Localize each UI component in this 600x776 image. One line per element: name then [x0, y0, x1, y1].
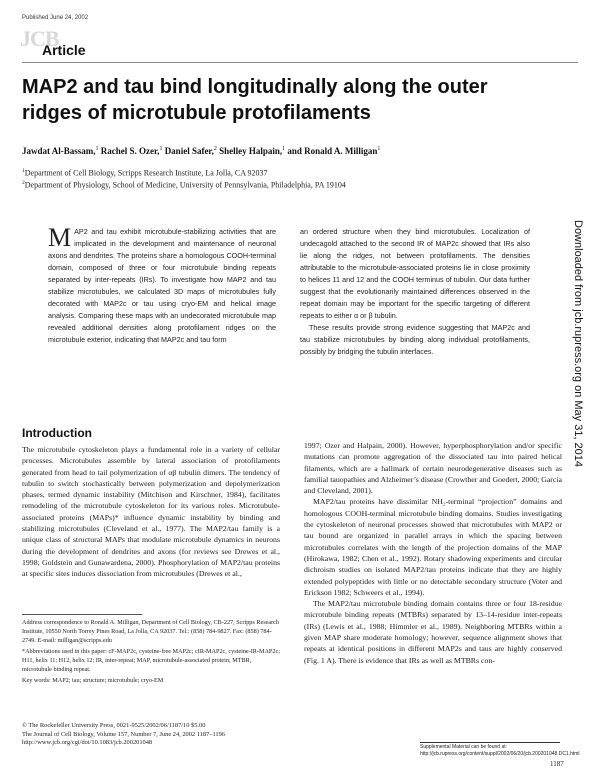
intro-paragraph: MAP2/tau proteins have dissimilar NH₂-terminal “projection” domains and homologous COOH-terminal microtubule binding domains. Studies investigating the cytoskeleton of neuronal processes showed that microtubules with MAP2 or tau bound are organized in parallel arrays in which the spacing between microtubules correlates with the length of the projection domains of the MAP (Hirokawa, 1982; Chen et al., 1992). Rotary shadowing experiments and circular dichroism studies on isolated MAP2/tau proteins indicate that they are highly extended polypeptides with little or no detectable secondary structure (Voter and Erickson 1982; Schweers et al., 1994).	[304, 497, 562, 597]
author-list	[22, 146, 552, 156]
author: and Ronald A. Milligan$^1$	[287, 146, 381, 156]
abstract-left-column	[48, 223, 276, 346]
supplemental-material-note	[420, 742, 580, 757]
intro-left-column	[22, 444, 280, 580]
intro-paragraph: The MAP2/tau microtubule binding domain contains three or four 18-residue microtubule binding repeats (MTBRs) separated by 13–14-residue inter-repeats (IRs) (Lewis et al., 1988; Himmler et al., 1989). Neighboring MTBRs within a given MAP share moderate homology; however, sequence alignment shows that repeats at identical positions in different MAP2s and taus are highly conserved (Fig. 1 A). There is evidence that IRs as well as MTBRs con-	[304, 599, 562, 665]
article-title: MAP2 and tau bind longitudinally along the outer ridges of microtubule protofilaments	[22, 76, 488, 124]
affiliation: $^2$Department of Physiology, School of Medicine, University of Pennsylvania, Philadelphia, PA 19104	[22, 180, 346, 190]
introduction-heading: Introduction	[22, 426, 92, 440]
footnote-rule	[22, 614, 142, 615]
correspondence-note: Address correspondence to Ronald A. Milligan, Department of Cell Biology, CB-227, Scripps Research Institute, 10550 North Torrey Pines Road, La Jolla, CA 92037. Tel.: (858) 784-9827. Fax: (858) 784-2749. E-mail: milligan@scripps.edu	[22, 619, 280, 644]
supplemental-link[interactable]: http://jcb.rupress.org/content/suppl/2002/06/20/jcb.200201048.DC1.html	[420, 750, 580, 757]
footnotes	[22, 618, 280, 687]
author: Daniel Safer,$^2$	[164, 146, 217, 156]
copyright-block	[22, 722, 302, 748]
intro-right-column	[304, 440, 562, 666]
page-number: 1187	[550, 760, 564, 768]
published-date: Published June 24, 2002	[22, 15, 89, 21]
doi-link[interactable]: http://www.jcb.org/cgi/doi/10.1083/jcb.200201048	[22, 739, 153, 747]
abbreviations-note: *Abbreviations used in this paper: cF-MAP2c, cysteine-free MAP2c; cIR-MAP2c, cysteine-IR-MAP2c; H11, helix 11; H12, helix 12; IR, inter-repeat; MAP, microtubule-associated protein; MTBR, microtubule binding repeat.	[22, 648, 280, 673]
copyright-line: © The Rockefeller University Press, 0021-9525/2002/06/1187/10 $5.00	[22, 722, 206, 729]
journal-logo: JCB	[20, 26, 59, 51]
author: Rachel S. Ozer,$^1$	[100, 146, 163, 156]
journal-citation: The Journal of Cell Biology, Volume 157, Number 7, June 24, 2002 1187–1196	[22, 730, 226, 738]
abstract-right-column	[300, 226, 530, 358]
header-rule	[22, 62, 578, 63]
intro-paragraph: The microtubule cytoskeleton plays a fundamental role in a variety of cellular processes. Microtubules assemble by lateral association of protofilaments generated from head to tail polymerization of αβ tubulin dimers. The tendency of tubulin to switch stochastically between polymerization and depolymerization phases, termed dynamic instability (Mitchison and Kirschner, 1984), facilitates remodeling of the microtubule cytoskeleton for its various roles. Microtubule-associated proteins (MAPs)* influence dynamic instability by binding and stabilizing microtubules (Cleveland et al., 1977). The MAP2/tau family is a unique class of structural MAPs that modulate microtubule dynamics in neurons during the development of dendrites and axons (for reviews see Drewes et al., 1998; Goldstein and Gunawardena, 2000). Phosphorylation of MAP2/tau proteins at specific sites induces dissociation from microtubules (Drewes et al.,	[22, 445, 280, 579]
abstract-paragraph: These results provide strong evidence suggesting that MAP2c and tau stabilize microtubules by binding along individual protofilaments, possibly by bridging the tubulin interfaces.	[300, 323, 530, 356]
supplemental-label: Supplemental Material can be found at:	[420, 744, 507, 750]
section-label: Article	[42, 42, 86, 58]
author: Shelley Halpain,$^1$	[219, 146, 286, 156]
abstract-dropcap: M	[48, 223, 72, 252]
download-watermark: Downloaded from jcb.rupress.org on May 31, 2014	[572, 220, 584, 468]
keywords-note: Key words: MAP2; tau; structure; microtubule; cryo-EM	[22, 677, 164, 684]
abstract-paragraph: an ordered structure when they bind microtubules. Localization of undecagold attached to the second IR of MAP2c showed that IRs also lie along the ridges, not between protofilaments. The densities attributable to the microtubule-associated proteins lie in close proximity to helices 11 and 12 and the COOH terminus of tubulin. Our data further suggest that the evolutionarily maintained differences observed in the repeat domain may be important for the specific targeting of different repeats to either α or β tubulin.	[300, 227, 530, 320]
author: Jawdat Al-Bassam,$^1$	[22, 146, 99, 156]
intro-paragraph: 1997; Ozer and Halpain, 2000). However, hyperphosphorylation and/or specific mutations can promote aggregation of the dissociated tau into paired helical filaments, which are a hallmark of certain neurodegenerative diseases such as familial tauopathies and Alzheimer’s disease (Crowther and Goedert, 2000; Garcia and Cleveland, 2001).	[304, 441, 562, 496]
abstract-text: AP2 and tau exhibit microtubule-stabilizing activities that are implicated in the development and maintenance of neuronal axons and dendrites. The proteins share a homologous COOH-terminal domain, composed of three or four microtubule binding repeats separated by inter-repeats (IRs). To investigate how MAP2 and tau stabilize microtubules, we calculated 3D maps of microtubules fully decorated with MAP2c or tau using cryo-EM and helical image analysis. Comparing these maps with an undecorated microtubule map revealed additional densities along protofilament ridges on the microtubule exterior, indicating that MAP2c and tau form	[48, 227, 276, 344]
affiliation: $^1$Department of Cell Biology, Scripps Research Institute, La Jolla, CA 92037	[22, 168, 268, 178]
